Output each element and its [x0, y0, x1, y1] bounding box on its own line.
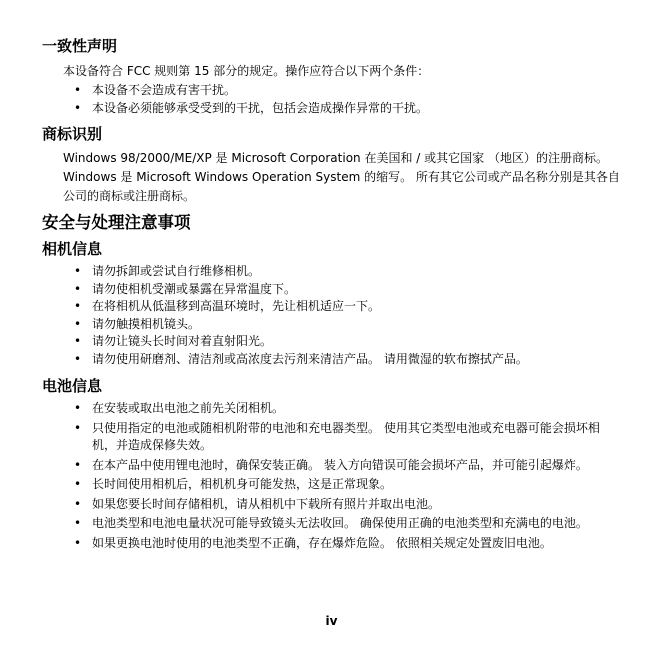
list-item: • 如果您要长时间存储相机，请从相机中下载所有照片并取出电池。 [63, 496, 623, 514]
bullet-icon: • [74, 316, 82, 331]
list-item: • 在本产品中使用锂电池时，确保安装正确。 装入方向错误可能会损坏产品，并可能引起爆炸。 [63, 457, 623, 475]
bullet-icon: • [74, 457, 82, 472]
bullet-icon: • [74, 420, 82, 435]
list-item: • 在安装或取出电池之前先关闭相机。 [63, 400, 623, 418]
page-number: iv [325, 614, 338, 628]
safety-heading: 安全与处理注意事项 [42, 213, 191, 232]
list-item: • 请勿拆卸或尝试自行维修相机。 [63, 263, 623, 281]
bullet-icon: • [74, 299, 82, 313]
list-item: • 请勿让镜头长时间对着直射阳光。 [63, 333, 623, 351]
bullet-icon: • [74, 401, 82, 415]
bullet-icon: • [74, 477, 82, 491]
bullet-icon: • [74, 100, 82, 115]
camera-heading: 相机信息 [42, 240, 103, 258]
list-item: • 如果更换电池时使用的电池类型不正确，存在爆炸危险。 依照相关规定处置废旧电池。 [63, 535, 623, 553]
list-item: • 本设备不会造成有害干扰。 [63, 82, 623, 100]
list-item: • 本设备必须能够承受受到的干扰，包括会造成操作异常的干扰。 [63, 100, 623, 118]
bullet-icon: • [74, 334, 82, 348]
bullet-icon: • [74, 264, 82, 278]
trademark-text: Windows 98/2000/ME/XP 是 Microsoft Corporation 在美国和 / 或其它国家 （地区）的注册商标。Windows 是 Microsoft Windows Operation System 的缩写。 所有其它公司或产品名称分别是其各自公司的商标或注册商标。 [63, 151, 620, 203]
list-item: • 在将相机从低温移到高温环境时，先让相机适应一下。 [63, 298, 623, 316]
bullet-icon: • [74, 535, 82, 550]
battery-list [63, 400, 623, 554]
conformity-list [63, 82, 623, 117]
battery-heading: 电池信息 [42, 377, 103, 395]
list-item: • 长时间使用相机后，相机机身可能发热，这是正常现象。 [63, 476, 623, 494]
list-item: • 请勿触摸相机镜头。 [63, 316, 623, 334]
list-item: • 只使用指定的电池或随相机附带的电池和充电器类型。 使用其它类型电池或充电器可能会损坏相机，并造成保修失效。 [74, 420, 600, 452]
camera-list [63, 263, 623, 368]
conformity-heading: 一致性声明 [42, 37, 118, 55]
list-item: • 请勿使相机受潮或暴露在异常温度下。 [63, 281, 623, 299]
trademark-heading: 商标识别 [42, 125, 103, 143]
list-item: • 电池类型和电池电量状况可能导致镜头无法收回。 确保使用正确的电池类型和充满电的电池。 [63, 515, 623, 533]
bullet-icon: • [74, 351, 82, 366]
list-item: • 请勿使用研磨剂、清洁剂或高浓度去污剂来清洁产品。 请用微湿的软布擦拭产品。 [63, 351, 623, 369]
conformity-intro: 本设备符合 FCC 规则第 15 部分的规定。操作应符合以下两个条件： [63, 64, 430, 78]
bullet-icon: • [74, 83, 82, 97]
bullet-icon: • [74, 496, 82, 511]
bullet-icon: • [74, 516, 82, 530]
bullet-icon: • [74, 281, 82, 296]
